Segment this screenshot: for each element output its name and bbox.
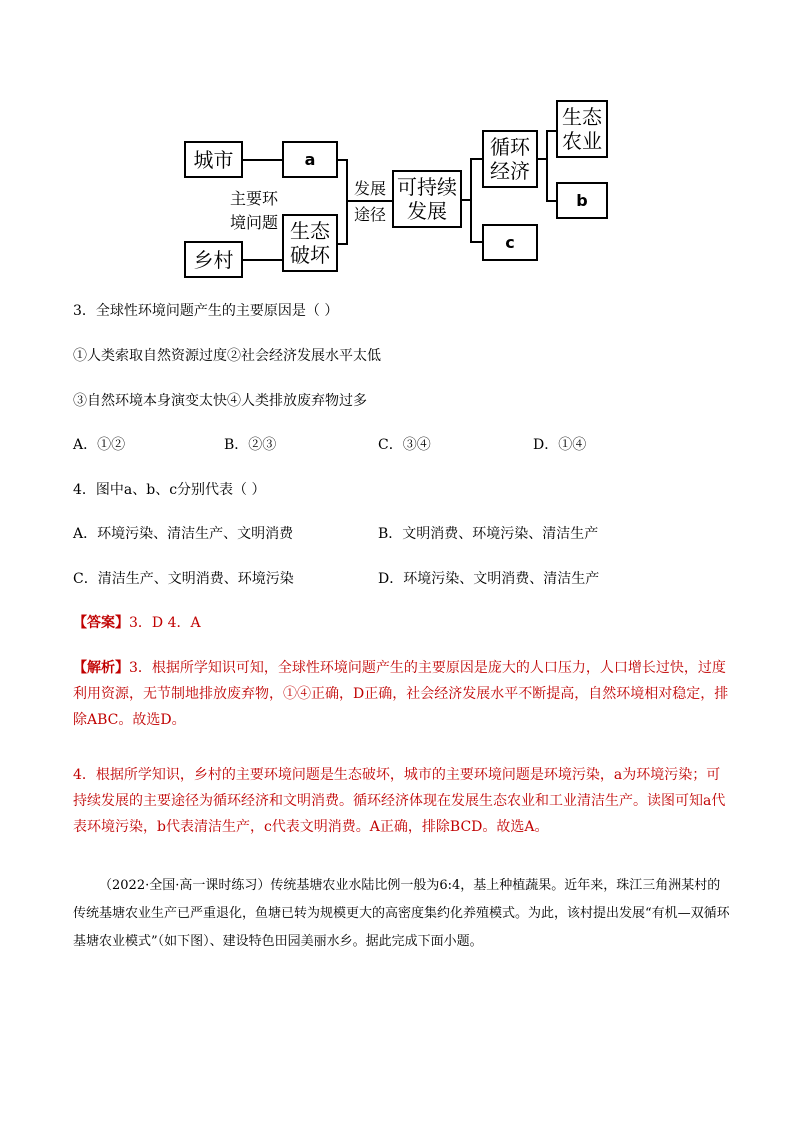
q3-line2: ③自然环境本身演变太快④人类排放废弃物过多 xyxy=(73,393,367,409)
q3-option-c: C．③④ xyxy=(378,437,431,453)
analysis-tag: 【解析】 xyxy=(73,660,129,676)
q3-line1: ①人类索取自然资源过度②社会经济发展水平太低 xyxy=(73,348,381,364)
a-box xyxy=(282,141,338,178)
q4-option-c: C．清洁生产、文明消费、环境污染 xyxy=(73,571,294,587)
eco-agri-box xyxy=(556,100,608,158)
answer-line xyxy=(73,613,201,633)
city-box xyxy=(184,141,243,178)
village-box xyxy=(184,241,243,278)
village-label: 乡村 xyxy=(193,247,234,272)
dev-path-label: 发展 途径 xyxy=(353,179,386,224)
answer-text: 3．D 4．A xyxy=(129,615,201,631)
q4-option-d: D．环境污染、文明消费、清洁生产 xyxy=(378,571,600,587)
answer-tag: 【答案】 xyxy=(73,615,129,631)
q3-option-b: B．②③ xyxy=(224,437,277,453)
circular-label: 循环 经济 xyxy=(490,135,530,183)
sustainable-label: 可持续 发展 xyxy=(397,175,457,223)
eco-damage-label: 生态 破坏 xyxy=(290,219,330,267)
sustainable-box xyxy=(392,170,462,228)
b-box xyxy=(556,182,608,219)
q4-option-a: A．环境污染、清洁生产、文明消费 xyxy=(73,526,294,542)
city-label: 城市 xyxy=(193,147,234,172)
c-label: c xyxy=(505,233,515,252)
circular-economy-box xyxy=(482,130,538,188)
c-box xyxy=(482,224,538,261)
main-problem-label: 主要环 境问题 xyxy=(229,189,278,232)
b-label: b xyxy=(576,191,588,210)
next-passage: （2022·全国·高一课时练习）传统基塘农业水陆比例一般为6:4，基上种植蔬果。近年来，珠江三角洲某村的传统基塘农业生产已严重退化，鱼塘已转为规模更大的高密度集约化养殖模式。为此，该村提出发展“有机—双循环基塘农业模式”（如下图）、建设特色田园美丽水乡。据此完成下面小题。 xyxy=(73,878,730,949)
analysis-p2: 4．根据所学知识，乡村的主要环境问题是生态破坏，城市的主要环境问题是环境污染，a为环境污染；可持续发展的主要途径为循环经济和文明消费。循环经济体现在发展生态农业和工业清洁生产。读图可知a代表环境污染，b代表清洁生产，c代表文明消费。A正确，排除BCD。故选A。 xyxy=(73,767,726,835)
eco-damage-box xyxy=(282,214,338,272)
q3-stem: 3．全球性环境问题产生的主要原因是（ ） xyxy=(73,303,339,319)
analysis-p1 xyxy=(73,655,733,733)
q4-stem: 4．图中a、b、c分别代表（ ） xyxy=(73,482,266,498)
eco-agri-label: 生态 农业 xyxy=(562,105,602,153)
q3-option-a: A．①② xyxy=(73,437,126,453)
analysis-text-1: 3．根据所学知识可知，全球性环境问题产生的主要原因是庞大的人口压力，人口增长过快，过度利用资源，无节制地排放废弃物，①④正确，D正确，社会经济发展水平不断提高，自然环境相对稳定，排除ABC。故选D。 xyxy=(73,660,729,728)
a-label: a xyxy=(304,150,316,169)
q4-option-b: B．文明消费、环境污染、清洁生产 xyxy=(378,526,599,542)
q3-option-d: D．①④ xyxy=(533,437,587,453)
